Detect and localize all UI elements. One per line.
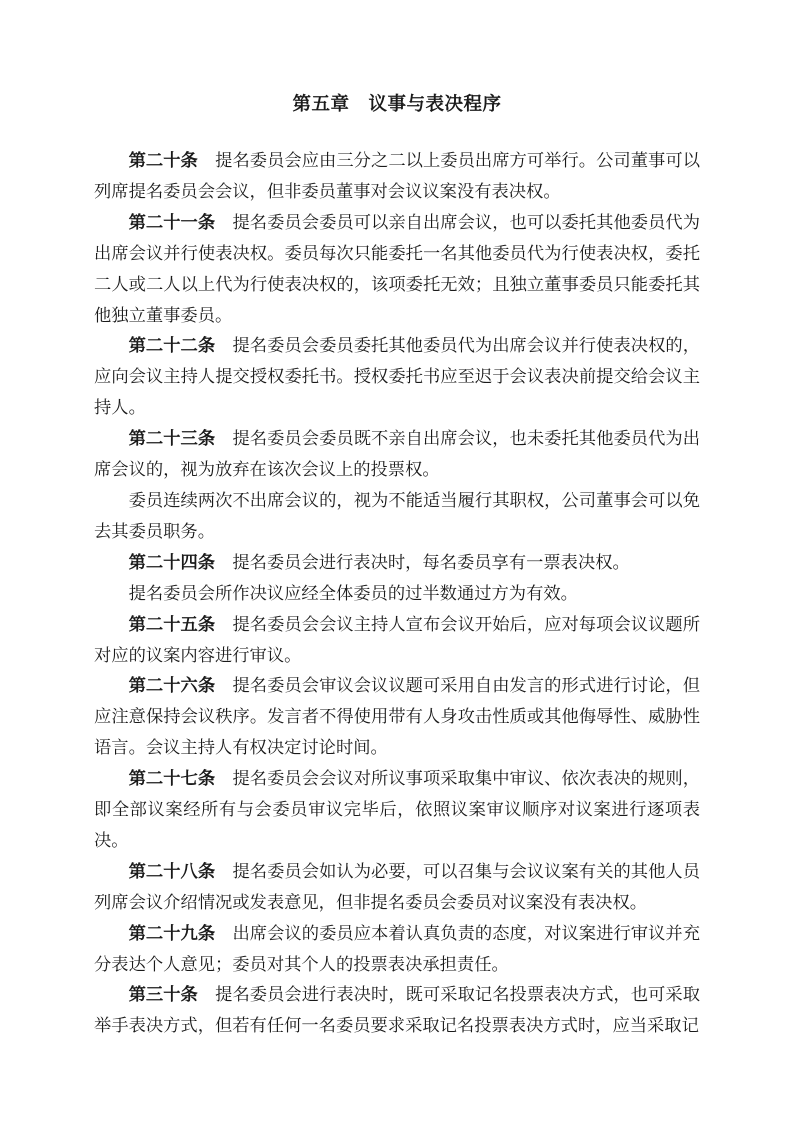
article-21-text: 提名委员会委员可以亲自出席会议，也可以委托其他委员代为出席会议并行使表决权。委员每次只能委托一名其他委员代为行使表决权，委托二人或二人以上代为行使表决权的，该项委托无效；且独立董事委员只能委托其他独立董事委员。: [94, 212, 700, 325]
article-28-number: 第二十八条: [128, 861, 216, 881]
paragraph-article-20: [94, 146, 700, 208]
paragraph-article-23-continuation: [94, 486, 700, 548]
article-23-number: 第二十三条: [128, 429, 216, 449]
chapter-title: 第五章 议事与表决程序: [292, 95, 502, 115]
paragraph-article-23: [94, 424, 700, 486]
article-20-number: 第二十条: [128, 151, 198, 170]
article-24-number: 第二十四条: [128, 552, 216, 572]
article-22-text: 提名委员会委员委托其他委员代为出席会议并行使表决权的，应向会议主持人提交授权委托书。授权委托书应至迟于会议表决前提交给会议主持人。: [94, 336, 700, 418]
article-30-number: 第三十条: [128, 985, 198, 1005]
paragraph-article-24: [94, 548, 700, 579]
article-30-text: 提名委员会进行表决时，既可采取记名投票表决方式，也可采取举手表决方式，但若有任何一名委员要求采取记名投票表决方式时，应当采取记: [94, 985, 700, 1036]
article-23-text: 提名委员会委员既不亲自出席会议，也未委托其他委员代为出席会议的，视为放弃在该次会议上的投票权。: [94, 429, 700, 480]
article-24-cont-text: 提名委员会所作决议应经全体委员的过半数通过方为有效。: [128, 583, 578, 603]
article-26-number: 第二十六条: [128, 676, 216, 696]
paragraph-article-26: [94, 671, 700, 764]
article-27-number: 第二十七条: [128, 769, 216, 789]
article-20-text: 提名委员会应由三分之二以上委员出席方可举行。公司董事可以列席提名委员会会议，但非委员董事对会议议案没有表决权。: [94, 151, 700, 201]
article-23-cont-text: 委员连续两次不出席会议的，视为不能适当履行其职权，公司董事会可以免去其委员职务。: [94, 490, 700, 541]
article-22-number: 第二十二条: [128, 336, 216, 356]
paragraph-article-28: [94, 857, 700, 919]
paragraph-article-29: [94, 919, 700, 981]
article-24-text: 提名委员会进行表决时，每名委员享有一票表决权。: [232, 552, 630, 572]
paragraph-article-24-continuation: [94, 579, 700, 610]
article-28-text: 提名委员会如认为必要，可以召集与会议议案有关的其他人员列席会议介绍情况或发表意见，但非提名委员会委员对议案没有表决权。: [94, 861, 700, 912]
article-29-text: 出席会议的委员应本着认真负责的态度，对议案进行审议并充分表达个人意见；委员对其个人的投票表决承担责任。: [94, 923, 700, 974]
paragraph-article-27: [94, 764, 700, 857]
article-29-number: 第二十九条: [128, 923, 216, 943]
article-21-number: 第二十一条: [128, 212, 216, 232]
article-25-text: 提名委员会会议主持人宣布会议开始后，应对每项会议议题所对应的议案内容进行审议。: [94, 614, 700, 665]
article-26-text: 提名委员会审议会议议题可采用自由发言的形式进行讨论，但应注意保持会议秩序。发言者不得使用带有人身攻击性质或其他侮辱性、威胁性语言。会议主持人有权决定讨论时间。: [94, 676, 700, 758]
article-27-text: 提名委员会会议对所议事项采取集中审议、依次表决的规则，即全部议案经所有与会委员审议完毕后，依照议案审议顺序对议案进行逐项表决。: [94, 769, 700, 850]
paragraph-article-25: [94, 610, 700, 672]
paragraph-article-22: [94, 331, 700, 424]
paragraph-article-21: [94, 208, 700, 332]
article-25-number: 第二十五条: [128, 614, 216, 634]
paragraph-article-30: [94, 980, 700, 1042]
